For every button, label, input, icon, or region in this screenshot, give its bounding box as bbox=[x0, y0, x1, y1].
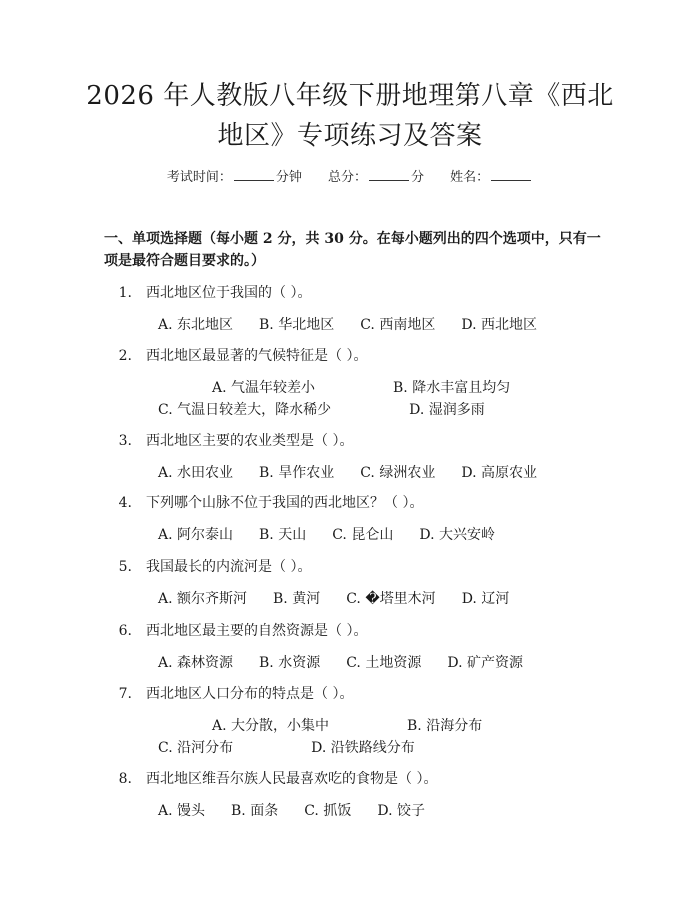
question-stem: 2. 西北地区最显著的气候特征是（ ）。 bbox=[118, 348, 368, 364]
score-blank bbox=[369, 168, 409, 181]
question-options bbox=[104, 462, 604, 484]
title-line-1: 2026 年人教版八年级下册地理第八章《西北 bbox=[86, 81, 614, 111]
option-d: D. 矿产资源 bbox=[447, 655, 523, 671]
exam-score: 总分： 分 bbox=[327, 170, 425, 185]
question-options bbox=[104, 377, 604, 421]
option-a: A. 阿尔泰山 bbox=[158, 527, 234, 543]
option-c: C. 沿河分布 bbox=[158, 740, 234, 756]
option-d: D. 沿铁路线分布 bbox=[311, 740, 415, 756]
option-c: C. 昆仑山 bbox=[332, 527, 394, 543]
question-stem: 4. 下列哪个山脉不位于我国的西北地区？（ ）。 bbox=[118, 495, 424, 511]
question-stem: 7. 西北地区人口分布的特点是（ ）。 bbox=[118, 686, 354, 702]
question-stem: 1. 西北地区位于我国的（ ）。 bbox=[118, 285, 312, 301]
option-b: B. 面条 bbox=[231, 803, 279, 819]
document-title bbox=[60, 76, 640, 156]
question-stem: 3. 西北地区主要的农业类型是（ ）。 bbox=[118, 433, 354, 449]
question-stem: 5. 我国最长的内流河是（ ）。 bbox=[118, 559, 312, 575]
title-line-2: 地区》专项练习及答案 bbox=[217, 121, 483, 151]
option-b: B. 黄河 bbox=[273, 591, 321, 607]
option-a: A. 额尔齐斯河 bbox=[158, 591, 248, 607]
option-c: C. 西南地区 bbox=[360, 317, 436, 333]
option-d: D. 高原农业 bbox=[461, 465, 537, 481]
option-a: A. 馒头 bbox=[158, 803, 206, 819]
option-b: B. 旱作农业 bbox=[259, 465, 335, 481]
option-b: B. 天山 bbox=[259, 527, 307, 543]
option-c: C. �塔里木河 bbox=[346, 591, 436, 607]
question-options bbox=[104, 524, 604, 546]
option-d: D. 湿润多雨 bbox=[409, 402, 485, 418]
option-c: C. 绿洲农业 bbox=[360, 465, 436, 481]
question-options bbox=[104, 314, 604, 336]
question-stem: 6. 西北地区最主要的自然资源是（ ）。 bbox=[118, 623, 368, 639]
question-stem: 8. 西北地区维吾尔族人民最喜欢吃的食物是（ ）。 bbox=[118, 771, 438, 787]
time-blank bbox=[234, 168, 274, 181]
option-c: C. 土地资源 bbox=[346, 655, 422, 671]
option-a: A. 气温年较差小 bbox=[212, 380, 316, 396]
option-a: A. 森林资源 bbox=[158, 655, 234, 671]
option-a: A. 大分散，小集中 bbox=[212, 718, 330, 734]
exam-name: 姓名： bbox=[450, 168, 533, 187]
option-a: A. 东北地区 bbox=[158, 317, 234, 333]
option-d: D. 西北地区 bbox=[461, 317, 537, 333]
question-options bbox=[104, 800, 604, 822]
option-d: D. 大兴安岭 bbox=[419, 527, 495, 543]
option-b: B. 降水丰富且均匀 bbox=[393, 380, 511, 396]
option-b: B. 水资源 bbox=[259, 655, 321, 671]
question-options bbox=[104, 652, 604, 674]
option-d: D. 饺子 bbox=[377, 803, 425, 819]
question-options bbox=[104, 588, 604, 610]
question-options bbox=[104, 715, 604, 759]
option-b: B. 沿海分布 bbox=[407, 718, 483, 734]
section-heading: 一、单项选择题（每小题 2 分，共 30 分。在每小题列出的四个选项中，只有一项是最符合题目要求的。） bbox=[104, 231, 601, 269]
exam-time: 考试时间： 分钟 bbox=[166, 170, 302, 185]
option-d: D. 辽河 bbox=[461, 591, 510, 607]
option-b: B. 华北地区 bbox=[259, 317, 335, 333]
exam-meta bbox=[0, 168, 700, 187]
option-c: C. 抓饭 bbox=[304, 803, 352, 819]
option-a: A. 水田农业 bbox=[158, 465, 234, 481]
name-blank bbox=[491, 168, 531, 181]
option-c: C. 气温日较差大，降水稀少 bbox=[158, 402, 332, 418]
